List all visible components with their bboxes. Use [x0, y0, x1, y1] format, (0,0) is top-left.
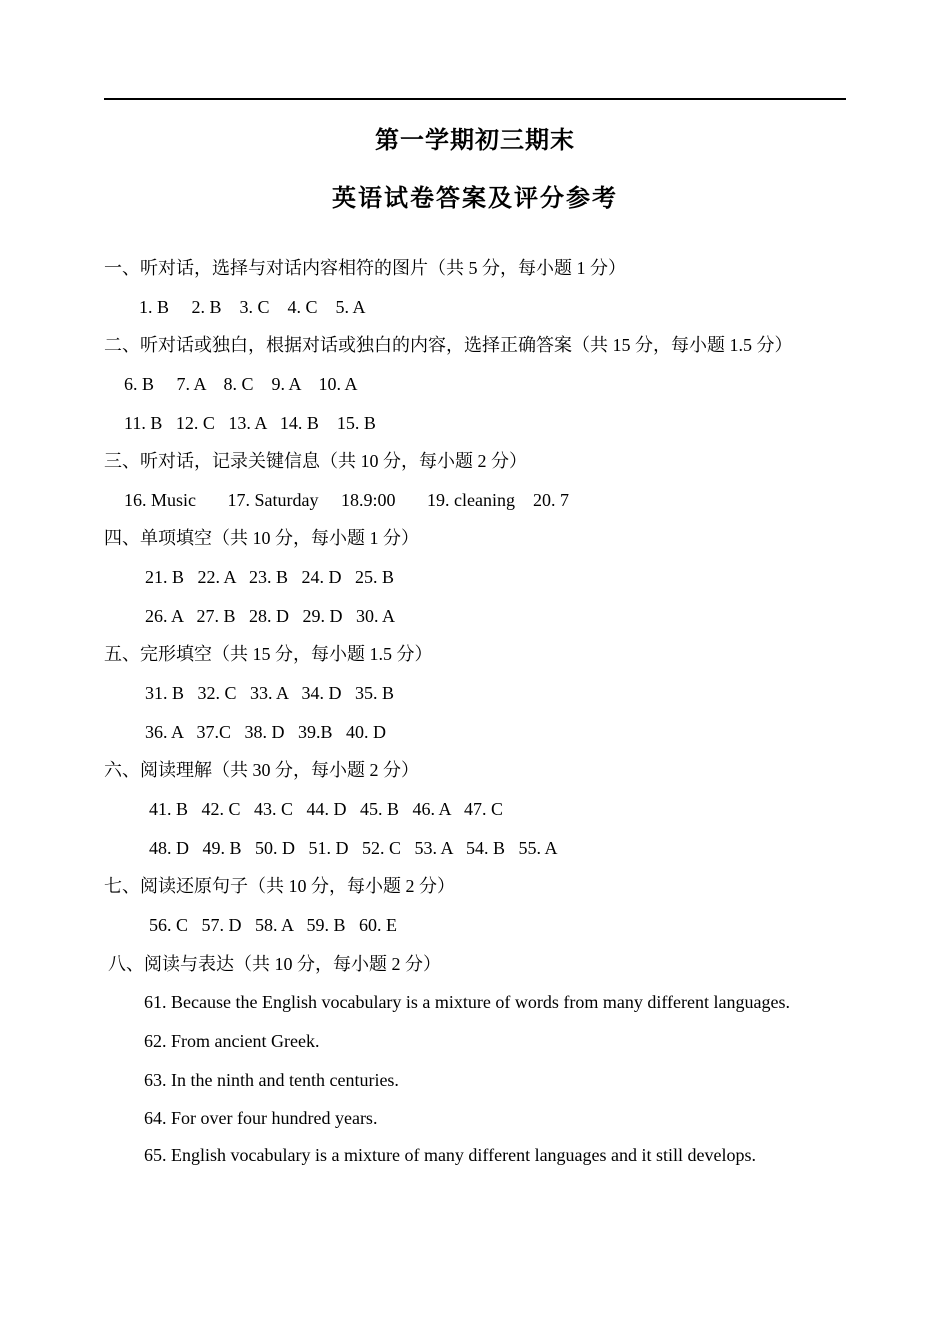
section-heading-2: 二、听对话或独白，根据对话或独白的内容，选择正确答案（共 15 分，每小题 1.5 分） [104, 335, 793, 355]
answer-row: 11. B 12. C 13. A 14. B 15. B [124, 413, 376, 433]
answer-row: 63. In the ninth and tenth centuries. [144, 1070, 399, 1090]
section-heading-3: 三、听对话，记录关键信息（共 10 分，每小题 2 分） [104, 451, 527, 471]
answer-row: 26. A 27. B 28. D 29. D 30. A [145, 606, 396, 626]
section-heading-6: 六、阅读理解（共 30 分，每小题 2 分） [104, 760, 419, 780]
answer-row: 48. D 49. B 50. D 51. D 52. C 53. A 54. B 55. A [149, 838, 558, 858]
answer-row: 61. Because the English vocabulary is a mixture of words from many different languages. [144, 992, 790, 1012]
answer-row: 56. C 57. D 58. A 59. B 60. E [149, 915, 398, 935]
answer-row: 6. B 7. A 8. C 9. A 10. A [124, 374, 358, 394]
answer-row: 1. B 2. B 3. C 4. C 5. A [139, 297, 366, 317]
document-title: 第一学期初三期末 [375, 128, 575, 154]
section-heading-5: 五、完形填空（共 15 分，每小题 1.5 分） [104, 644, 433, 664]
answer-row: 41. B 42. C 43. C 44. D 45. B 46. A 47. C [149, 799, 504, 819]
answer-row: 21. B 22. A 23. B 24. D 25. B [145, 567, 395, 587]
answer-row: 64. For over four hundred years. [144, 1108, 378, 1128]
header-rule [104, 98, 846, 100]
answer-row: 62. From ancient Greek. [144, 1031, 320, 1051]
answer-row: 16. Music 17. Saturday 18.9:00 19. cleaning 20. 7 [124, 490, 569, 510]
answer-row: 65. English vocabulary is a mixture of many different languages and it still develops. [144, 1145, 757, 1165]
section-heading-4: 四、单项填空（共 10 分，每小题 1 分） [104, 528, 419, 548]
section-heading-7: 七、阅读还原句子（共 10 分，每小题 2 分） [104, 876, 455, 896]
section-heading-8: 八、阅读与表达（共 10 分，每小题 2 分） [108, 954, 441, 974]
document-subtitle: 英语试卷答案及评分参考 [332, 186, 618, 212]
answer-row: 31. B 32. C 33. A 34. D 35. B [145, 683, 395, 703]
section-heading-1: 一、听对话，选择与对话内容相符的图片（共 5 分，每小题 1 分） [104, 258, 626, 278]
answer-row: 36. A 37.C 38. D 39.B 40. D [145, 722, 387, 742]
